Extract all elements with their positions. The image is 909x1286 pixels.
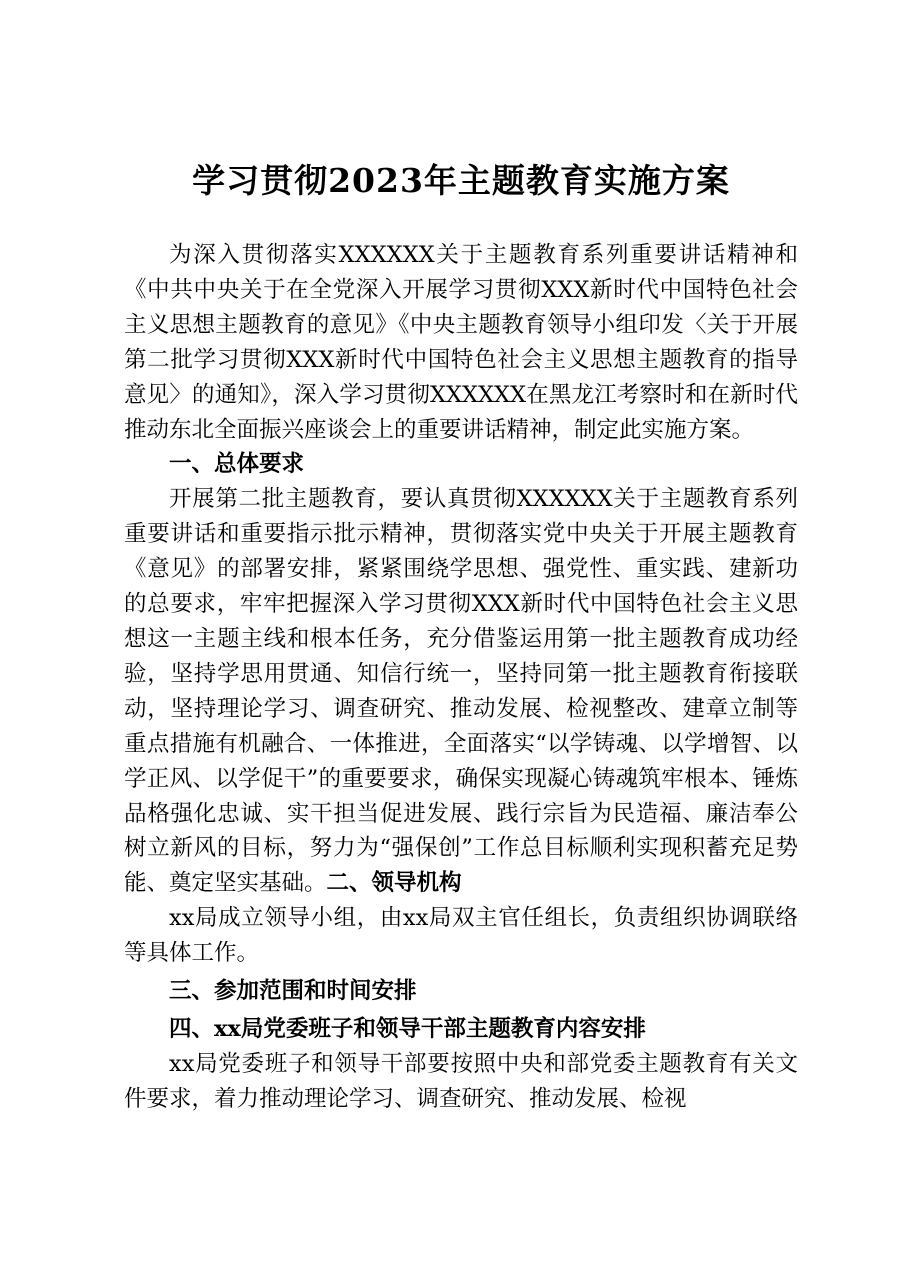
section-paragraph-general-requirements — [124, 482, 798, 901]
section-paragraph-content-arrangement: xx局党委班子和领导干部要按照中央和部党委主题教育有关文件要求，着力推动理论学习、调查研究、推动发展、检视 — [124, 1050, 798, 1112]
section-heading-scope-schedule: 三、参加范围和时间安排 — [169, 978, 417, 1005]
section-heading-content-arrangement: 四、xx局党委班子和领导干部主题教育内容安排 — [169, 1015, 646, 1042]
section-heading-general-requirements: 一、总体要求 — [169, 451, 305, 478]
section-heading-leadership: 二、领导机构 — [326, 870, 462, 897]
general-requirements-text: 开展第二批主题教育，要认真贯彻XXXXXX关于主题教育系列重要讲话和重要指示批示精神，贯彻落实党中央关于开展主题教育《意见》的部署安排，紧紧围绕学思想、强党性、重实践、建新功的总要求，牢牢把握深入学习贯彻XXX新时代中国特色社会主义思想这一主题主线和根本任务，充分借鉴运用第一批主题教育成功经验，坚持学思用贯通、知信行统一，坚持同第一批主题教育衔接联动，坚持理论学习、调查研究、推动发展、检视整改、建章立制等重点措施有机融合、一体推进，全面落实“以学铸魂、以学增智、以学正风、以学促干”的重要要求，确保实现凝心铸魂筑牢根本、锤炼品格强化忠诚、实干担当促进发展、践行宗旨为民造福、廉洁奉公树立新风的目标，努力为“强保创”工作总目标顺利实现积蓄充足势能、奠定坚实基础。 — [124, 486, 798, 897]
document-body — [124, 238, 798, 1117]
document-title: 学习贯彻2023年主题教育实施方案 — [192, 161, 730, 200]
intro-paragraph: 为深入贯彻落实XXXXXX关于主题教育系列重要讲话精神和《中共中央关于在全党深入开展学习贯彻XXX新时代中国特色社会主义思想主题教育的意见》《中央主题教育领导小组印发〈关于开展第二批学习贯彻XXX新时代中国特色社会主义思想主题教育的指导意见〉的通知》，深入学习贯彻XXXXXX在黑龙江考察时和在新时代推动东北全面振兴座谈会上的重要讲话精神，制定此实施方案。 — [124, 242, 798, 443]
section-paragraph-leadership: xx局成立领导小组，由xx局双主官任组长，负责组织协调联络等具体工作。 — [124, 905, 798, 967]
